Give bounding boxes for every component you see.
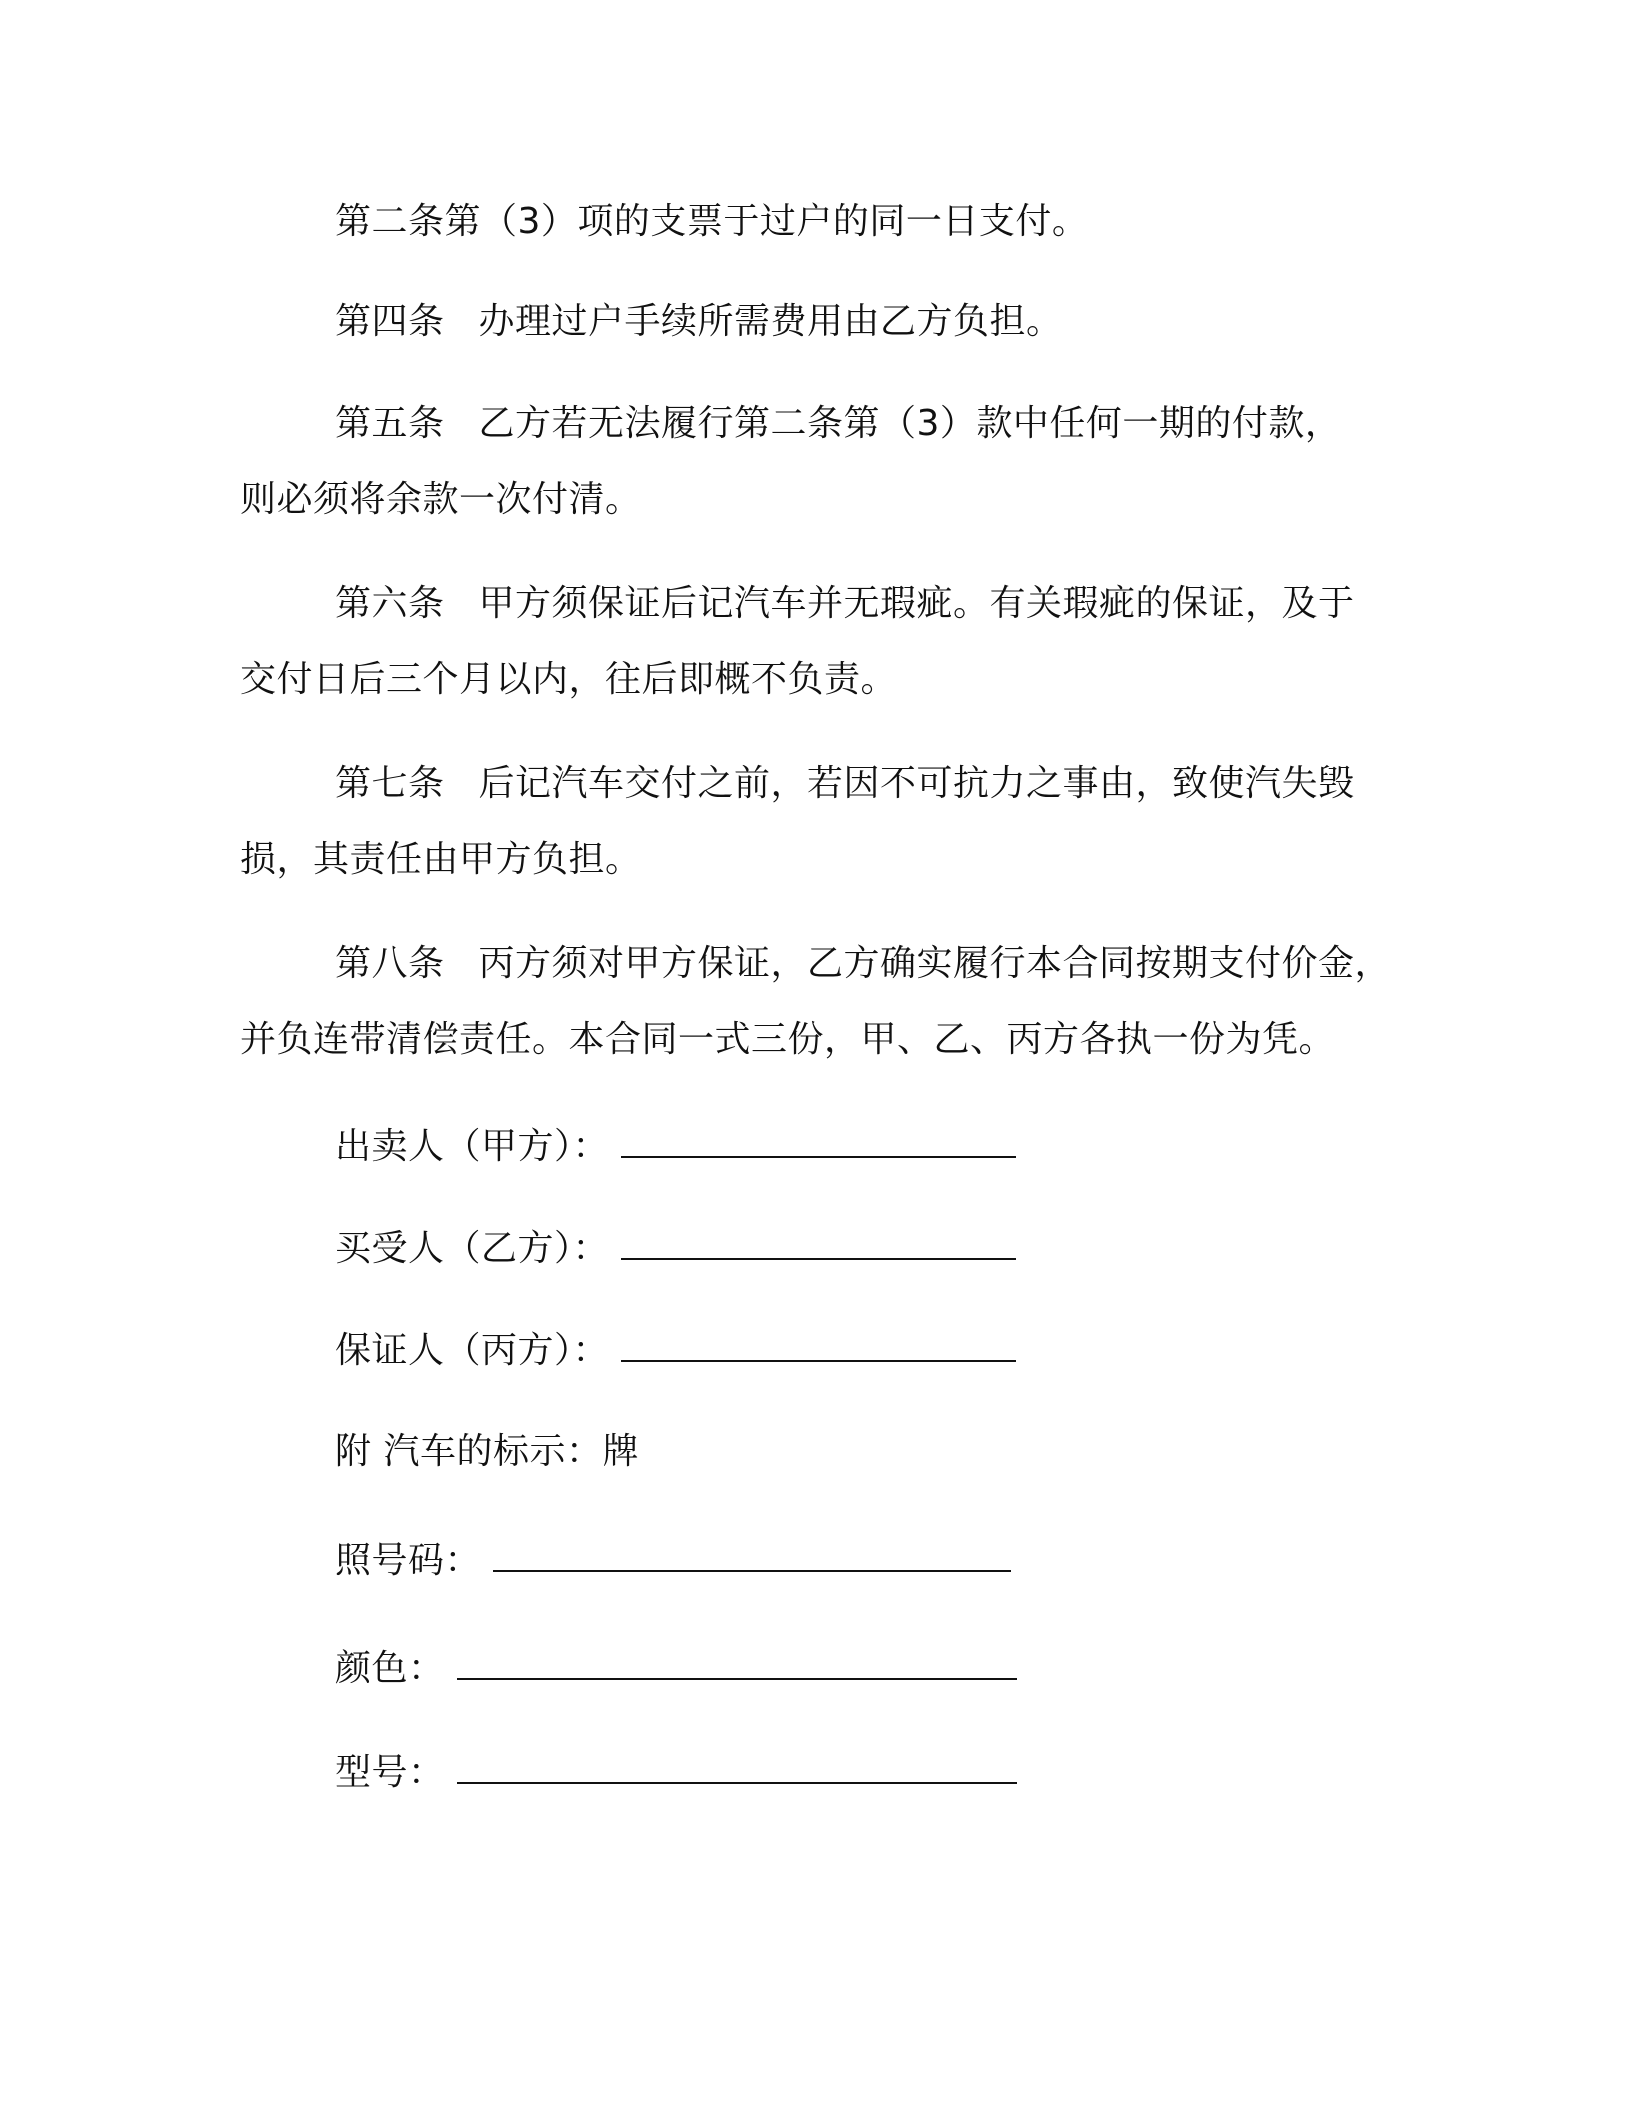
color-label: 颜色： [335,1648,445,1689]
color-row [335,1648,1392,1689]
article-6-line-1 [335,584,1392,624]
seller-signature-row [335,1126,1392,1167]
plate-number-row [335,1540,1392,1581]
article-5-text-line-1: 乙方若无法履行第二条第（3）款中任何一期的付款， [478,403,1342,444]
article-7-text-line-1: 后记汽车交付之前，若因不可抗力之事由，致使汽失毁 [478,763,1355,804]
seller-label: 出卖人（甲方）： [335,1126,610,1167]
article-6-label: 第六条 [335,583,445,624]
article-4-label: 第四条 [335,301,445,342]
model-row [335,1752,1392,1793]
buyer-signature-row [335,1228,1392,1269]
article-5-text-line-2: 则必须将余款一次付清。 [240,479,642,520]
article-7-line-1 [335,764,1392,804]
plate-number-blank[interactable] [493,1540,1011,1572]
article-6-text-line-1: 甲方须保证后记汽车并无瑕疵。有关瑕疵的保证，及于 [478,583,1355,624]
guarantor-signature-blank[interactable] [621,1330,1016,1362]
model-label: 型号： [335,1752,445,1793]
article-8-line-1 [335,944,1392,984]
article-8-text-line-1: 丙方须对甲方保证，乙方确实履行本合同按期支付价金， [478,943,1392,984]
guarantor-signature-row [335,1330,1392,1371]
article-7-line-2 [240,840,1392,880]
article-2-3-payment [335,202,1392,242]
article-5-label: 第五条 [335,403,445,444]
article-7-label: 第七条 [335,763,445,804]
article-8-line-2 [240,1020,1392,1060]
article-8-label: 第八条 [335,943,445,984]
buyer-signature-blank[interactable] [621,1228,1016,1260]
article-6-text-line-2: 交付日后三个月以内，往后即概不负责。 [240,659,898,700]
appendix-heading [335,1432,1392,1472]
buyer-label: 买受人（乙方）： [335,1228,610,1269]
article-4-text: 办理过户手续所需费用由乙方负担。 [478,301,1063,342]
guarantor-label: 保证人（丙方）： [335,1330,610,1371]
color-blank[interactable] [457,1648,1017,1680]
article-6-line-2 [240,660,1392,700]
article-7-text-line-2: 损，其责任由甲方负担。 [240,839,642,880]
article-5-line-2 [240,480,1392,520]
article-8-text-line-2: 并负连带清偿责任。本合同一式三份，甲、乙、丙方各执一份为凭。 [240,1019,1336,1060]
article-4 [335,302,1392,342]
appendix-heading-text: 附 汽车的标示：牌 [335,1431,639,1472]
model-blank[interactable] [457,1752,1017,1784]
seller-signature-blank[interactable] [621,1126,1016,1158]
article-5-line-1 [335,404,1392,444]
plate-number-label: 照号码： [335,1540,482,1581]
article-2-3-payment-text: 第二条第（3）项的支票于过户的同一日支付。 [335,201,1089,242]
